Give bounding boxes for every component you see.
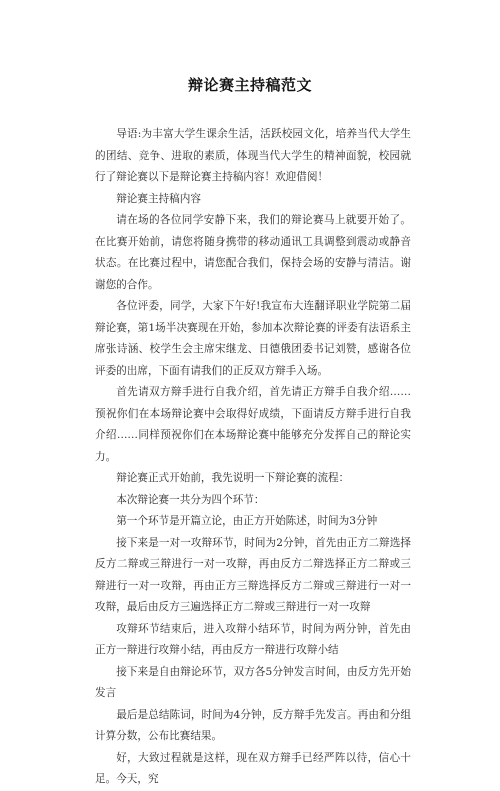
paragraph-heading: 辩论赛主持稿内容 bbox=[116, 192, 201, 205]
paragraph-four-stages: 本次辩论赛一共分为四个环节： bbox=[116, 493, 265, 506]
paragraph-stage-one: 第一个环节是开篇立论，由正方开始陈述，时间为3分钟 bbox=[116, 515, 378, 527]
paragraph-closing: 最后是总结陈词，时间为4分钟，反方辩手先发言。再由和分组计算分数，公布比赛结果。 bbox=[95, 708, 411, 742]
paragraph-quiet-notice: 请在场的各位同学安静下来，我们的辩论赛马上就要开始了。在比赛开始前，请您将随身携带的移动通讯工具调整到震动或静音状态。在比赛过程中，请您配合我们，保持会场的安静与清洁。谢谢您的合作。 bbox=[95, 214, 411, 291]
paragraph-process-intro: 辩论赛正式开始前，我先说明一下辩论赛的流程： bbox=[116, 472, 350, 484]
document-title: 辩论赛主持稿范文 bbox=[187, 76, 312, 94]
paragraph-self-intro: 首先请双方辩手进行自我介绍，首先请正方辩手自我介绍……预祝你们在本场辩论赛中会取得好成绩，下面请反方辩手进行自我介绍……同样预祝你们在本场辩论赛中能够充分发挥自己的辩论实力。 bbox=[95, 386, 411, 463]
paragraph-summary-stage: 攻辩环节结束后，进入攻辩小结环节，时间为两分钟，首先由正方一辩进行攻辩小结，再由反方一辩进行攻辩小结 bbox=[95, 622, 411, 656]
paragraph-final: 好，大致过程就是这样，现在双方辩手已经严阵以待，信心十足。今天，究 bbox=[95, 751, 411, 785]
document-body bbox=[95, 124, 411, 791]
paragraph-free-debate: 接下来是自由辩论环节，双方各5分钟发言时间，由反方先开始发言 bbox=[95, 665, 411, 699]
paragraph-stage-two: 接下来是一对一攻辩环节，时间为2分钟，首先由正方二辩选择反方二辩或三辩进行一对一攻辩，再由反方二辩选择正方二辩或三辩进行一对一攻辩，再由正方三辩选择反方二辩或三辩进行一对一攻辩，最后由反方三遍选择正方二辩或三辩进行一对一攻辩 bbox=[95, 536, 411, 613]
paragraph-welcome: 各位评委，同学，大家下午好!我宣布大连翻译职业学院第二届辩论赛，第1场半决赛现在开始，参加本次辩论赛的评委有法语系主席张诗涵、校学生会主席宋继龙、日德俄团委书记刘赞，感谢各位评委的出席，下面有请我们的正反双方辩手入场。 bbox=[95, 300, 411, 377]
paragraph-intro: 导语:为丰富大学生课余生活，活跃校园文化，培养当代大学生的团结、竞争、进取的素质，体现当代大学生的精神面貌，校园就行了辩论赛以下是辩论赛主持稿内容！欢迎借阅！ bbox=[95, 128, 411, 183]
